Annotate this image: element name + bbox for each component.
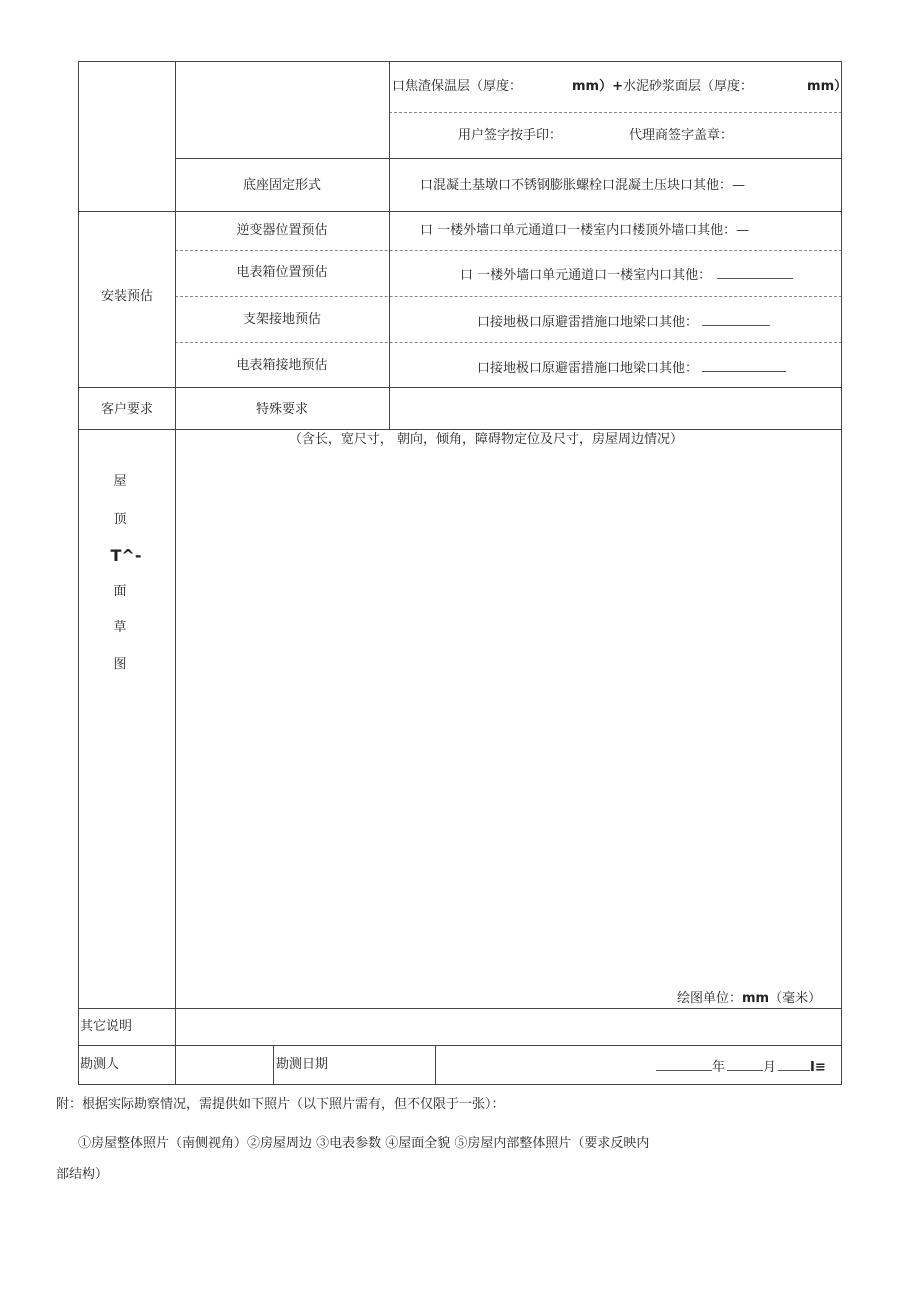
table-column-rule xyxy=(273,1045,274,1085)
table-column-rule xyxy=(175,61,176,1085)
meter-box-grounding-options: 口接地极口原避雷措施口地梁口其他： xyxy=(477,361,699,376)
table-top-border xyxy=(78,61,842,62)
sketch-side-char: 顶 xyxy=(113,512,127,527)
table-dashed-rule xyxy=(389,112,842,113)
customer-requirement-label: 客户要求 xyxy=(100,402,154,417)
table-rule xyxy=(78,429,842,430)
base-fixing-label: 底座固定形式 xyxy=(242,178,322,193)
survey-month-label: 月 xyxy=(763,1060,777,1075)
surveyor-value[interactable] xyxy=(185,1058,265,1074)
survey-year-label: 年 xyxy=(712,1060,726,1075)
bracket-grounding-label: 支架接地预估 xyxy=(242,312,322,327)
sketch-drawing-area[interactable] xyxy=(177,452,839,982)
drawing-unit xyxy=(677,992,821,1005)
special-requirement-label: 特殊要求 xyxy=(255,402,309,417)
survey-year-blank[interactable] xyxy=(656,1058,712,1071)
bracket-grounding-blank[interactable] xyxy=(702,313,770,326)
meter-box-position-options: 口 一楼外墙口单元通道口一楼室内口其他： xyxy=(460,268,712,283)
survey-date-label: 勘测日期 xyxy=(276,1057,329,1072)
sketch-hint: （含长，宽尺寸， 朝向，倾角，障碍物定位及尺寸，房屋周边情况） xyxy=(288,432,684,447)
table-rule xyxy=(78,211,842,212)
photo-requirement-list: ①房屋整体照片（南侧视角）②房屋周边 ③电表参数 ④屋面全貌 ⑤房屋内部整体照片（要求反映内 xyxy=(78,1136,650,1151)
survey-day-blank[interactable] xyxy=(778,1058,810,1071)
survey-month-blank[interactable] xyxy=(727,1058,763,1071)
drawing-unit-note: （毫米） xyxy=(769,991,822,1006)
other-notes-value[interactable] xyxy=(185,1020,825,1036)
table-dashed-rule xyxy=(175,296,842,297)
table-rule xyxy=(78,1045,842,1046)
meter-box-grounding-label: 电表箱接地预估 xyxy=(236,358,328,373)
meter-box-grounding-row xyxy=(477,359,786,375)
agent-signature-label: 代理商签字盖章： xyxy=(629,128,734,143)
table-rule xyxy=(78,387,842,388)
mortar-unit-b: mm） xyxy=(807,79,848,94)
special-requirement-value[interactable] xyxy=(400,403,830,419)
table-column-rule xyxy=(435,1045,436,1085)
sketch-side-char: 面 xyxy=(113,584,127,599)
drawing-unit-value: mm xyxy=(742,991,770,1006)
base-fixing-options: 口混凝土基墩口不锈钢膨胀螺栓口混凝土压块口其他：— xyxy=(420,178,746,193)
survey-day-label: I≡ xyxy=(810,1060,826,1075)
table-dashed-rule xyxy=(175,342,842,343)
meter-box-grounding-blank[interactable] xyxy=(702,359,786,372)
table-right-border xyxy=(841,61,842,1085)
insulation-unit-a: mm）+ xyxy=(572,79,624,94)
drawing-unit-label: 绘图单位： xyxy=(677,991,743,1006)
bracket-grounding-options: 口接地极口原避雷措施口地梁口其他： xyxy=(477,315,699,330)
install-group-label: 安装预估 xyxy=(100,289,154,304)
table-left-border xyxy=(78,61,79,1085)
bracket-grounding-row xyxy=(477,313,770,329)
photo-requirement-intro: 附：根据实际勘察情况，需提供如下照片（以下照片需有，但不仅限于一张）： xyxy=(56,1097,505,1112)
inverter-position-options: 口 一楼外墙口单元通道口一楼室内口楼顶外墙口其他：— xyxy=(420,223,750,238)
insulation-row xyxy=(392,80,847,93)
photo-requirement-list-cont: 部结构） xyxy=(56,1167,109,1182)
other-notes-label: 其它说明 xyxy=(80,1019,133,1034)
sketch-side-char: 屋 xyxy=(113,474,127,489)
table-bottom-border xyxy=(78,1084,842,1085)
inverter-position-label: 逆变器位置预估 xyxy=(236,223,328,238)
user-signature-label: 用户签字按手印： xyxy=(458,128,563,143)
surveyor-label: 勘测人 xyxy=(80,1057,120,1072)
sketch-side-char: T^- xyxy=(110,546,142,565)
meter-box-position-label: 电表箱位置预估 xyxy=(236,265,328,280)
meter-box-position-blank[interactable] xyxy=(717,266,793,279)
sketch-side-char: 图 xyxy=(113,657,127,672)
table-rule xyxy=(175,158,842,159)
sketch-side-char: 草 xyxy=(113,620,127,635)
table-rule xyxy=(78,1008,842,1009)
mortar-text-b: 水泥砂浆面层（厚度： xyxy=(623,79,754,94)
survey-date-fields xyxy=(656,1058,826,1074)
table-column-rule xyxy=(389,61,390,430)
insulation-text-a: 口焦渣保温层（厚度： xyxy=(392,79,523,94)
table-dashed-rule xyxy=(175,250,842,251)
meter-box-position-row xyxy=(460,266,793,282)
